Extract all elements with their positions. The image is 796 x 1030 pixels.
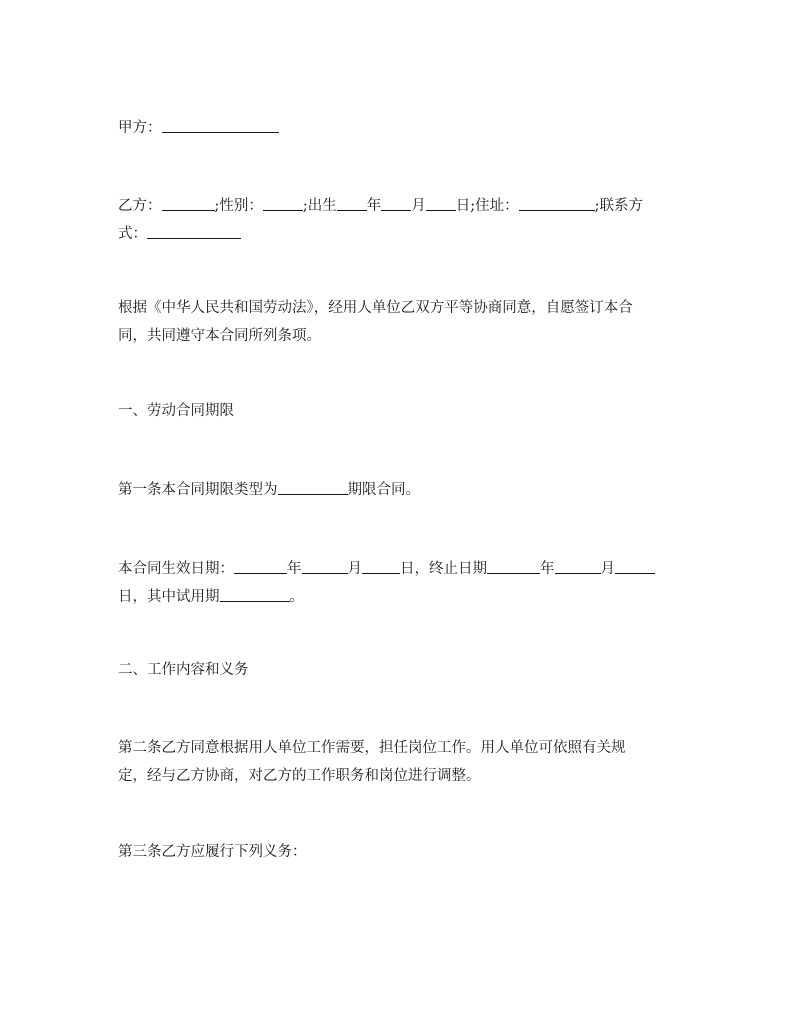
contact-label-cont: 式： bbox=[118, 226, 147, 242]
birth-month-blank bbox=[381, 194, 411, 211]
article-1-paragraph bbox=[118, 476, 680, 504]
intro-line-2: 同，共同遵守本合同所列条项。 bbox=[118, 328, 321, 344]
gender-label: ;性别： bbox=[214, 198, 263, 214]
birth-month-label: 月 bbox=[411, 198, 426, 214]
start-month-blank bbox=[302, 557, 348, 574]
gender-blank bbox=[263, 194, 303, 211]
effective-prefix: 本合同生效日期： bbox=[118, 561, 234, 577]
end-day-blank bbox=[615, 557, 655, 574]
end-month-label: 月 bbox=[600, 561, 615, 577]
article-1-suffix: 期限合同。 bbox=[347, 482, 420, 498]
birth-label: ;出生 bbox=[302, 198, 337, 214]
end-year-blank bbox=[487, 557, 540, 574]
intro-paragraph bbox=[118, 294, 680, 350]
effective-date-paragraph bbox=[118, 555, 680, 611]
party-b-name-blank bbox=[162, 194, 215, 211]
section-2-heading bbox=[118, 656, 680, 684]
contact-label: ;联系方 bbox=[594, 198, 644, 214]
end-month-blank bbox=[555, 557, 601, 574]
section-1-heading bbox=[118, 397, 680, 425]
article-3-text: 第三条乙方应履行下列义务： bbox=[118, 844, 307, 860]
probation-suffix: 。 bbox=[289, 589, 304, 605]
address-blank bbox=[519, 194, 595, 211]
article-1-prefix: 第一条本合同期限类型为 bbox=[118, 482, 278, 498]
start-month-label: 月 bbox=[347, 561, 362, 577]
end-year-label: 年 bbox=[540, 561, 555, 577]
article-2-line-2: 定，经与乙方协商，对乙方的工作职务和岗位进行调整。 bbox=[118, 768, 481, 784]
probation-blank bbox=[220, 585, 290, 602]
end-date-label: 日，终止日期 bbox=[400, 561, 487, 577]
section-2-heading-text: 二、工作内容和义务 bbox=[118, 662, 249, 678]
contract-type-blank bbox=[278, 478, 348, 495]
section-1-heading-text: 一、劳动合同期限 bbox=[118, 403, 234, 419]
article-2-line-1: 第二条乙方同意根据用人单位工作需要，担任岗位工作。用人单位可依照有关规 bbox=[118, 740, 626, 756]
birth-year-label: 年 bbox=[366, 198, 382, 214]
party-a-label: 甲方： bbox=[118, 120, 162, 136]
article-2-paragraph bbox=[118, 734, 680, 790]
birth-year-blank bbox=[337, 194, 367, 211]
start-year-label: 年 bbox=[287, 561, 302, 577]
start-year-blank bbox=[234, 557, 287, 574]
party-b-label: 乙方： bbox=[118, 198, 162, 214]
party-a-blank bbox=[162, 116, 279, 133]
probation-label: 日，其中试用期 bbox=[118, 589, 220, 605]
party-a-line bbox=[118, 114, 680, 142]
party-b-paragraph bbox=[118, 192, 680, 248]
address-label: 日;住址： bbox=[455, 198, 519, 214]
article-3-paragraph bbox=[118, 838, 680, 866]
start-day-blank bbox=[362, 557, 400, 574]
birth-day-blank bbox=[426, 194, 456, 211]
contact-blank bbox=[147, 222, 241, 239]
intro-line-1: 根据《中华人民共和国劳动法》，经用人单位乙双方平等协商同意，自愿签订本合 bbox=[118, 300, 633, 316]
